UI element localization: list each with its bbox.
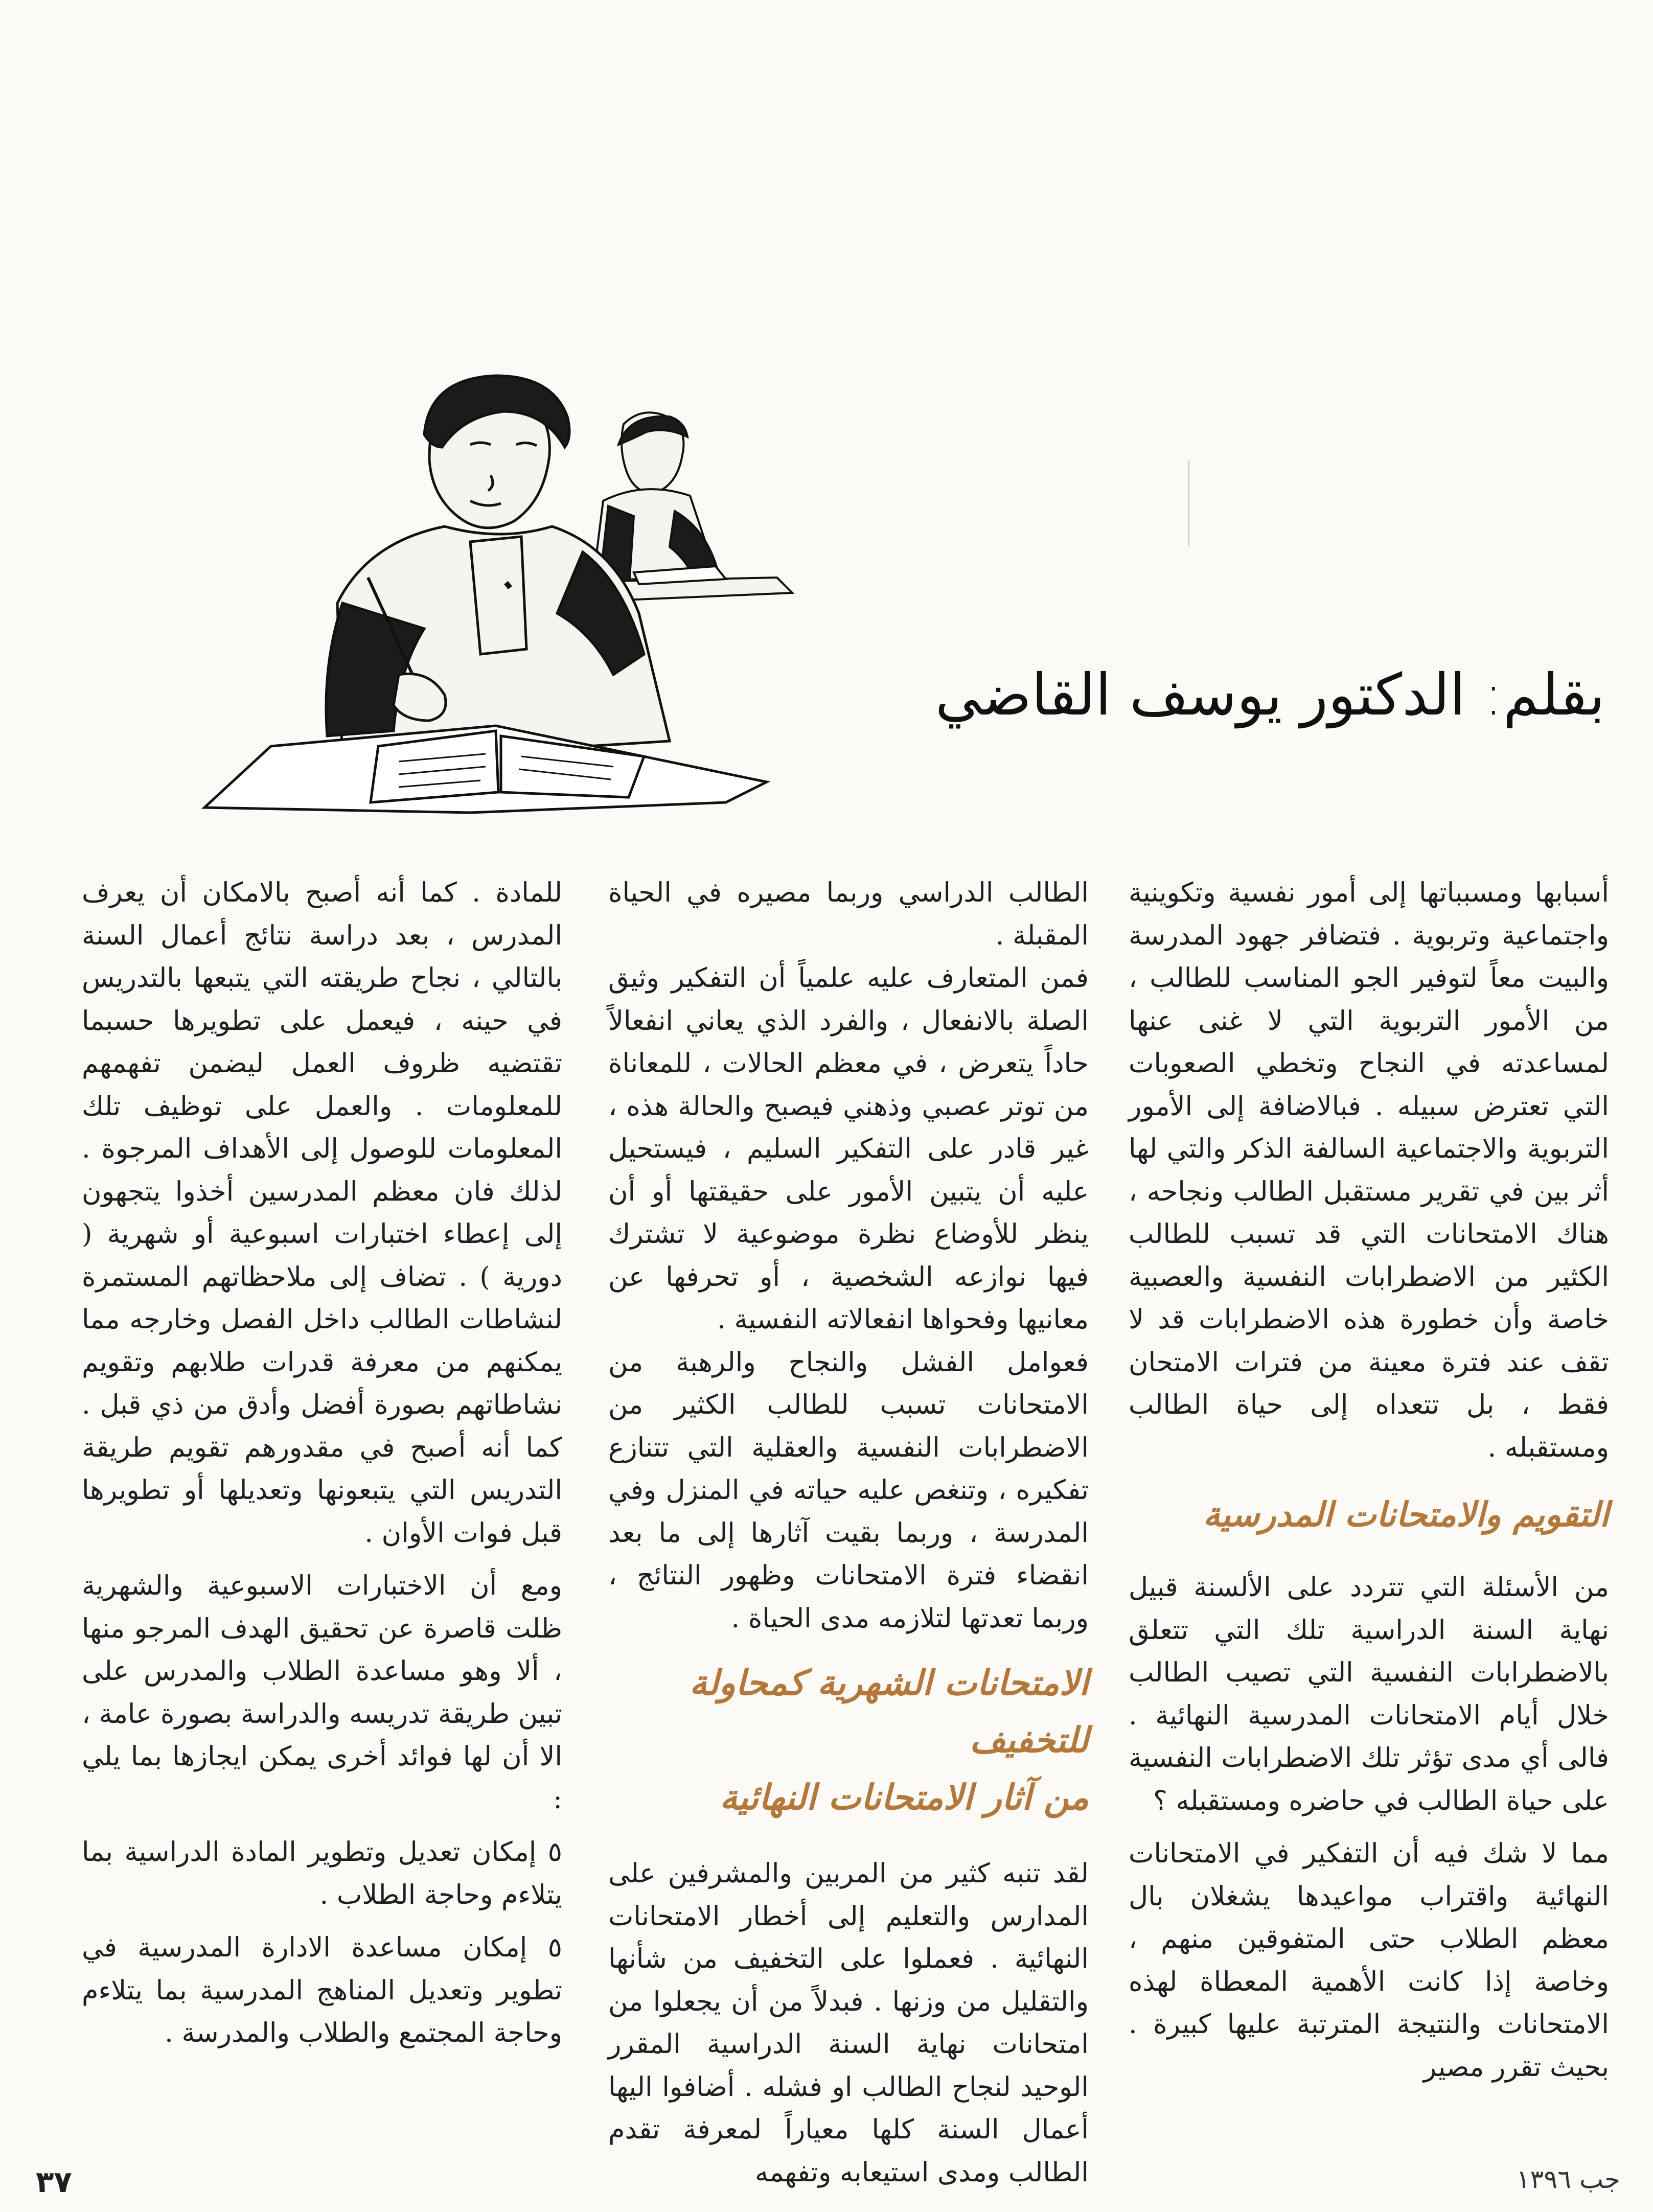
paragraph: لقد تنبه كثير من المربين والمشرفين على المدارس والتعليم إلى أخطار الامتحانات النهائية . فعملوا على التخفيف من شأنها والتقليل من وزنها . فبدلاً من أن يجعلوا من امتحانات نهاية السنة الدراسية المقرر الوحيد لنجاح الطالب او فشله . أضافوا اليها أعمال السنة كلها معياراً لمعرفة تقدم الطالب ومدى استيعابه وتفهمه [608,1858,1089,2188]
section-heading-line: الامتحانات الشهرية كمحاولة للتخفيف [689,1663,1089,1761]
issue-label: جب ١٣٩٦ [1516,2164,1620,2194]
article-column-left [82,871,562,2062]
article-column-middle [608,871,1089,2188]
paragraph: للمادة . كما أنه أصبح بالامكان أن يعرف المدرس ، بعد دراسة نتائج أعمال السنة بالتالي ، نجاح طريقته التي يتبعها بالتدريس في حينه ، فيعمل على تطويرها حسبما تقتضيه ظروف العمل ليضمن تفهمهم للمعلومات . والعمل على توظيف تلك المعلومات للوصول إلى الأهداف المرجوة . لذلك فان معظم المدرسين أخذوا يتجهون إلى إعطاء اختبارات اسبوعية أو شهرية ( دورية ) . تضاف إلى ملاحظاتهم المستمرة لنشاطات الطالب داخل الفصل وخارجه مما يمكنهم من معرفة قدرات طلابهم وتقويم نشاطاتهم بصورة أفضل وأدق من ذي قبل . كما أنه أصبح في مقدورهم تقويم طريقة التدريس التي يتبعونها وتعديلها أو تطويرها قبل فوات الأوان . [82,877,562,1549]
article-column-right [1129,871,1609,2083]
paragraph: من الأسئلة التي تتردد على الألسنة قبيل نهاية السنة الدراسية تلك التي تتعلق بالاضطرابات النفسية التي تصيب الطالب خلال أيام الامتحانات المدرسية النهائية . فالى أي مدى تؤثر تلك الاضطرابات النفسية على حياة الطالب في حاضره ومستقبله ؟ [1129,1572,1609,1816]
section-heading: التقويم والامتحانات المدرسية [1203,1495,1609,1534]
paragraph: ومع أن الاختبارات الاسبوعية والشهرية ظلت قاصرة عن تحقيق الهدف المرجو منها ، ألا وهو مساعدة الطلاب والمدرس على تبين طريقة تدريسه والدراسة بصورة عامة ، الا أن لها فوائد أخرى يمكن ايجازها بما يلي : [82,1570,562,1815]
paragraph: فمن المتعارف عليه علمياً أن التفكير وثيق الصلة بالانفعال ، والفرد الذي يعاني انفعالاً حاداً يتعرض ، في معظم الحالات ، للمعاناة من توتر عصبي وذهني فيصبح والحالة هذه ، غير قادر على التفكير السليم ، فيستحيل عليه أن يتبين الأمور على حقيقتها أو أن ينظر للأوضاع نظرة موضوعية لا تشترك فيها نوازعه الشخصية ، أو تحرفها عن معانيها وفحواها انفعالاته النفسية . [608,962,1089,1335]
bullet-item: ٥ إمكان تعديل وتطوير المادة الدراسية بما يتلاءم وحاجة الطلاب . [82,1836,562,1910]
section-heading-line: من آثار الامتحانات النهائية [720,1778,1089,1818]
bullet-item: ٥ إمكان مساعدة الادارة المدرسية في تطوير وتعديل المناهج المدرسية بما يتلاءم وحاجة المجتمع والطلاب والمدرسة . [82,1932,562,2048]
paragraph: مما لا شك فيه أن التفكير في الامتحانات النهائية واقتراب مواعيدها يشغلان بال معظم الطلاب حتى المتفوقين منهم ، وخاصة إذا كانت الأهمية المعطاة لهذه الامتحانات والنتيجة المترتبة عليها كبيرة . بحيث تقرر مصير [1129,1838,1609,2083]
paragraph: فعوامل الفشل والنجاح والرهبة من الامتحانات تسبب للطالب الكثير من الاضطرابات النفسية والعقلية التي تتنازع تفكيره ، وتنغص عليه حياته في المنزل وفي المدرسة ، وربما بقيت آثارها إلى ما بعد انقضاء فترة الامتحانات وظهور النتائج ، وربما تعدتها لتلازمه مدى الحياة . [608,1346,1089,1634]
section-heading [608,1655,1089,1827]
decorative-rule [1188,460,1189,547]
paragraph: أسبابها ومسبباتها إلى أمور نفسية وتكوينية واجتماعية وتربوية . فتضافر جهود المدرسة والبيت معاً لتوفير الجو المناسب للطالب ، من الأمور التربوية التي لا غنى عنها لمساعدته في النجاح وتخطي الصعوبات التي تعترض سبيله . فبالاضافة إلى الأمور التربوية والاجتماعية السالفة الذكر والتي لها أثر بين في تقرير مستقبل الطالب ونجاحه ، هناك الامتحانات التي قد تسبب للطالب الكثير من الاضطرابات النفسية والعصبية خاصة وأن خطورة هذه الاضطرابات قد لا تقف عند فترة معينة من فترات الامتحان فقط ، بل تتعداه إلى حياة الطالب ومستقبله . [1129,877,1609,1463]
paragraph: الطالب الدراسي وربما مصيره في الحياة المقبلة . [608,877,1089,951]
page-number: ٣٧ [36,2164,72,2199]
author-byline: بقلم: الدكتور يوسف القاضي [935,662,1605,728]
students-writing-illustration [184,358,818,818]
